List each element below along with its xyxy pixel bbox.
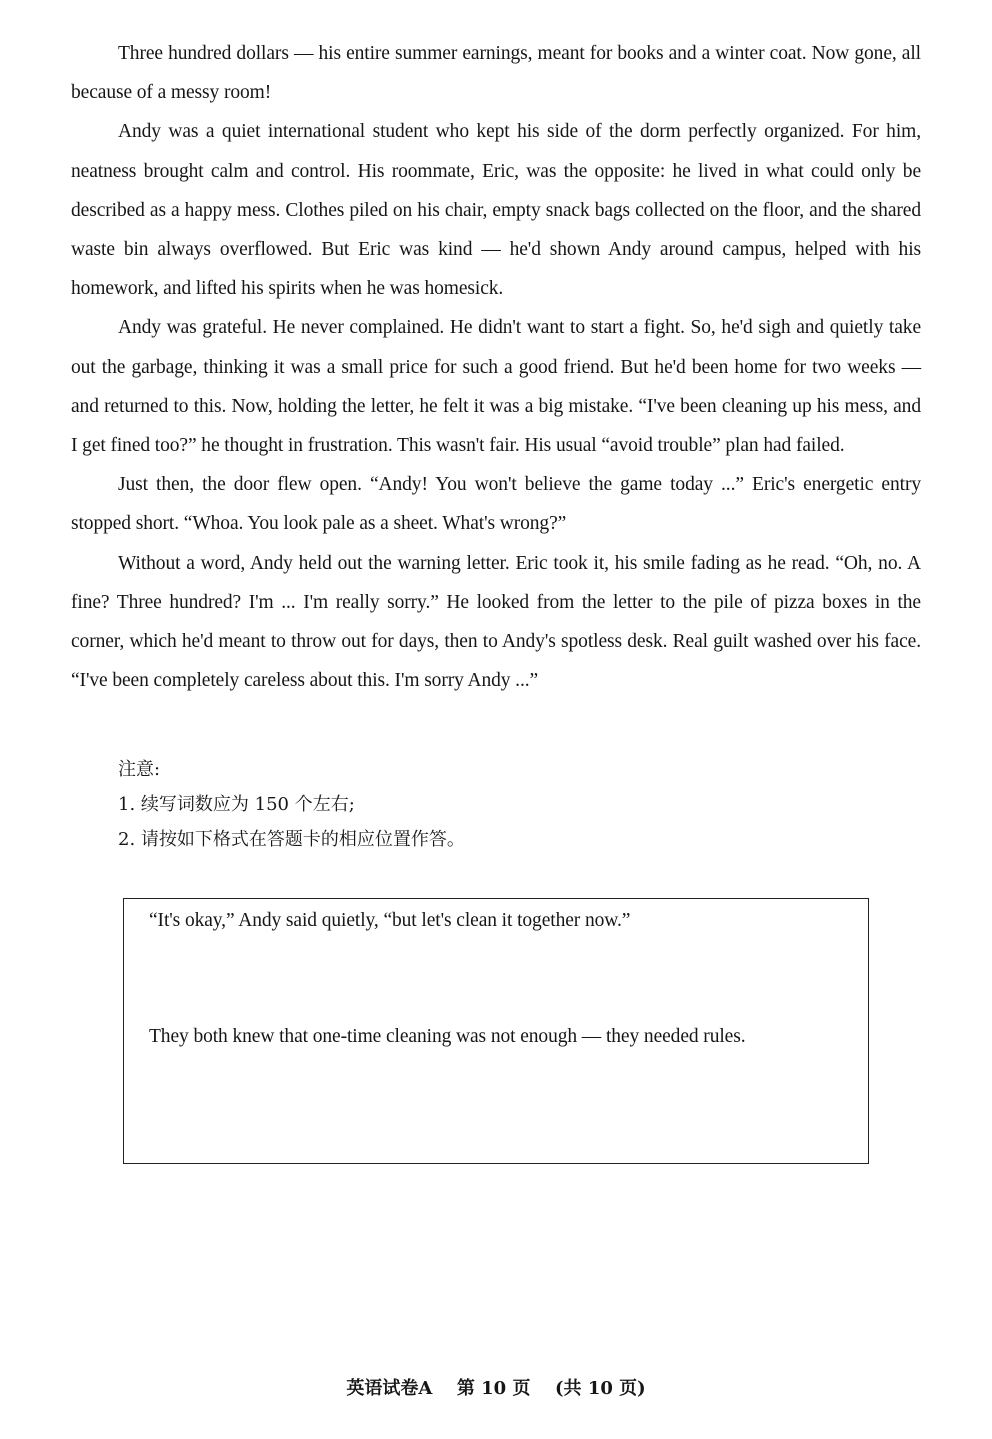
footer-page-number: 第 10 页 (456, 1378, 531, 1399)
paragraph-2-opening-sentence: They both knew that one-time cleaning was not enough — they needed rules. (149, 1026, 746, 1047)
story-paragraph-1: Three hundred dollars — his entire summer earnings, meant for books and a winter coat. Now gone, all because of a messy room! (71, 43, 921, 104)
answer-format-box (123, 898, 869, 1164)
story-passage (71, 34, 921, 700)
story-paragraph-5: Without a word, Andy held out the warning letter. Eric took it, his smile fading as he read. “Oh, no. A fine? Three hundred? I'm ... I'm really sorry.” He looked from the letter to the pile of pizza boxes in the corner, which he'd meant to throw out for days, then to Andy's spotless desk. Real guilt washed over his face. “I've been completely careless about this. I'm sorry Andy ...” (71, 552, 921, 692)
footer-total-pages: (共 10 页) (555, 1378, 646, 1399)
story-paragraph-3: Andy was grateful. He never complained. He didn't want to start a fight. So, he'd sigh and quietly take out the garbage, thinking it was a small price for such a good friend. But he'd been home for two weeks — and returned to this. Now, holding the letter, he felt it was a big mistake. “I've been cleaning up his mess, and I get fined too?” he thought in frustration. This wasn't fair. His usual “avoid trouble” plan had failed. (71, 317, 921, 457)
story-paragraph-4: Just then, the door flew open. “Andy! You won't believe the game today ...” Eric's energetic entry stopped short. “Whoa. You look pale as a sheet. What's wrong?” (71, 474, 921, 535)
story-paragraph-2: Andy was a quiet international student who kept his side of the dorm perfectly organized. For him, neatness brought calm and control. His roommate, Eric, was the opposite: he lived in what could only be described as a happy mess. Clothes piled on his chair, empty snack bags collected on the floor, and the shared waste bin always overflowed. But Eric was kind — he'd shown Andy around campus, helped with his homework, and lifted his spirits when he was homesick. (71, 121, 921, 300)
page-footer (0, 1374, 992, 1404)
footer-paper-name: 英语试卷A (346, 1378, 433, 1399)
notes-section (118, 752, 878, 857)
note-answer-format: 2. 请按如下格式在答题卡的相应位置作答。 (118, 829, 465, 850)
note-word-count: 1. 续写词数应为 150 个左右; (118, 794, 355, 815)
paragraph-1-opening-sentence: “It's okay,” Andy said quietly, “but let's clean it together now.” (149, 910, 631, 931)
notes-heading: 注意: (118, 759, 161, 780)
